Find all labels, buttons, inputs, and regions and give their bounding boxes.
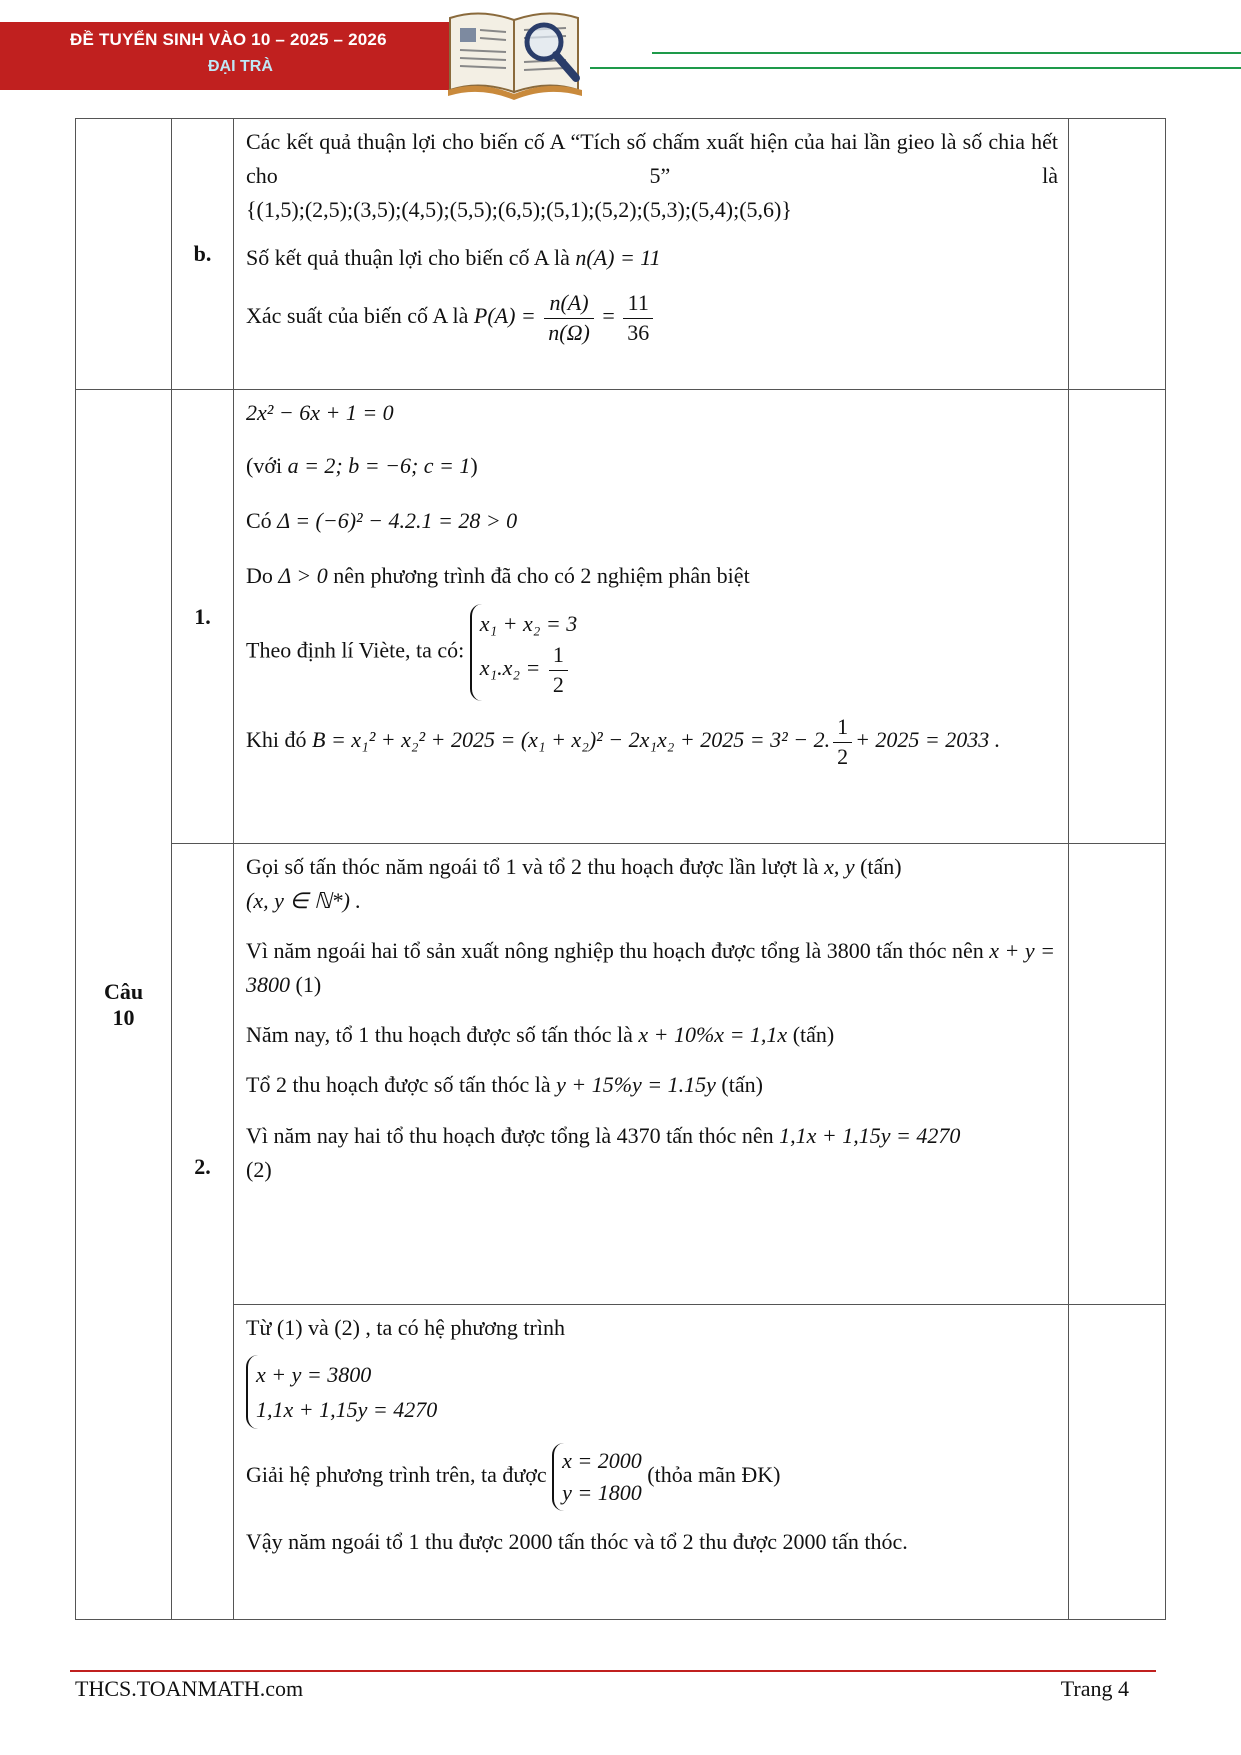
q2-p2-math: x + y = 3800 (246, 938, 1056, 998)
q1-do-pre: Do (246, 563, 273, 588)
label-b-text: b. (193, 241, 212, 266)
q2-p4-post: (tấn) (721, 1072, 763, 1098)
q2-p1-text: Gọi số tấn thóc năm ngoái tổ 1 và tổ 2 thu hoạch được lần lượt là (246, 854, 819, 879)
q1-viete (246, 604, 1058, 701)
row-q2 (76, 844, 1166, 1305)
q2-p5-text: Vì năm nay hai tổ thu hoạch được tổng là 4370 tấn thóc nên (246, 1122, 774, 1148)
q2b-solution-brace (552, 1443, 642, 1511)
q1-final-num: 1 (833, 713, 852, 743)
q1-viete-text: Theo định lí Viète, ta có: (246, 637, 465, 663)
label-2 (172, 844, 234, 1620)
label-1 (172, 390, 234, 844)
q1-viete-den: 2 (552, 671, 564, 697)
q1-coef-post: ) (470, 453, 478, 478)
q1-do-math: Δ > 0 (278, 563, 328, 588)
q2-p5-math: 1,1x + 1,15y = 4270 (779, 1122, 961, 1148)
q1-viete-2-lhs: x₁.x₂ = (479, 655, 541, 681)
solution-table (75, 118, 1166, 1620)
q2-p1-post: (tấn) (860, 854, 902, 879)
q2-p4 (246, 1068, 1058, 1102)
label-1-text: 1. (194, 603, 211, 629)
q2-p3 (246, 1018, 1058, 1052)
q2b-sys-2: 1,1x + 1,15y = 4270 (256, 1397, 438, 1423)
b-line-3-lhs: P(A) = (473, 303, 536, 329)
content-q2 (234, 844, 1069, 1305)
q1-viete-system (470, 604, 578, 701)
q1-final-den: 2 (837, 743, 849, 769)
header-title: ĐỀ TUYỂN SINH VÀO 10 – 2025 – 2026 (70, 30, 387, 49)
footer-page-number: Trang 4 (1060, 1676, 1129, 1701)
q2b-sys-1: x + y = 3800 (256, 1362, 372, 1388)
q2b-sol-2: y = 1800 (562, 1480, 642, 1506)
b-line-3-text: Xác suất của biến cố A là (246, 303, 469, 329)
q2-p5-tag: (2) (246, 1156, 272, 1182)
cell-empty (76, 119, 172, 390)
cell-score (1069, 390, 1166, 844)
b-frac-num: n(A) (544, 289, 594, 319)
b-line-1: Các kết quả thuận lợi cho biến cố A “Tích số chấm xuất hiện của hai lần gieo là số chia hết cho 5” là (246, 129, 1058, 189)
cell-score (1069, 1305, 1166, 1620)
q1-final-a: B = x₁² + x₂² + 2025 = (x₁ + x₂)² − 2x₁x₂ + 2025 = 3² − 2. (312, 727, 831, 753)
b-fraction-1 (544, 289, 594, 347)
label-2-text: 2. (194, 1154, 211, 1179)
q1-conclusion (246, 559, 1058, 592)
q2b-system-brace (246, 1355, 437, 1429)
q2-p1 (246, 850, 1058, 884)
row-q1 (76, 390, 1166, 844)
q2-p1-math: x, y (824, 854, 855, 879)
q1-coefficients (246, 449, 1058, 482)
header-line-top (652, 52, 1241, 54)
b-fraction-2 (623, 289, 653, 347)
q2-p3-text: Năm nay, tổ 1 thu hoạch được số tấn thóc là (246, 1022, 633, 1048)
q2-p2-tag: (1) (295, 972, 322, 998)
q1-do-text: nên phương trình đã cho có 2 nghiệm phân biệt (333, 563, 750, 588)
q1-coef-math: a = 2; b = −6; c = 1 (287, 453, 471, 478)
b-line-2-math: n(A) = 11 (575, 245, 661, 271)
b-set: {(1,5);(2,5);(3,5);(4,5);(5,5);(6,5);(5,1);(5,2);(5,3);(5,4);(5,6)} (246, 197, 792, 223)
q1-final-b: + 2025 = 2033 . (855, 727, 1001, 753)
q1-final-pre: Khi đó (246, 727, 307, 753)
q2b-p2-text: Giải hệ phương trình trên, ta được (246, 1462, 547, 1488)
q2b-p1: Từ (1) và (2) , ta có hệ phương trình (246, 1315, 565, 1340)
q1-delta-math: Δ = (−6)² − 4.2.1 = 28 > 0 (277, 508, 518, 533)
q1-equation: 2x² − 6x + 1 = 0 (246, 400, 394, 425)
b-frac2-num: 11 (623, 289, 653, 319)
row-b (76, 119, 1166, 390)
equals-sign: = (602, 303, 615, 329)
q2-p5 (246, 1119, 1058, 1187)
q1-delta-pre: Có (246, 508, 272, 533)
label-10: 10 (112, 1004, 135, 1030)
q2b-p3: Vậy năm ngoái tổ 1 thu được 2000 tấn thóc và tổ 2 thu được 2000 tấn thóc. (246, 1529, 908, 1555)
content-q1 (234, 390, 1069, 844)
q2-p3-post: (tấn) (792, 1022, 835, 1048)
header-subtitle: ĐẠI TRÀ (208, 58, 273, 75)
header-banner (0, 22, 470, 90)
book-magnifier-icon (440, 0, 590, 104)
q2-p4-math: y + 15%y = 1.15y (556, 1072, 716, 1098)
b-line-2 (246, 241, 1058, 275)
cell-score (1069, 844, 1166, 1305)
q1-final (246, 713, 1058, 771)
q1-viete-2 (480, 641, 578, 699)
cell-score (1069, 119, 1166, 390)
content-b (234, 119, 1069, 390)
q1-viete-num: 1 (549, 641, 568, 671)
footer-site[interactable]: THCS.TOANMATH.com (75, 1676, 304, 1701)
q1-viete-frac (549, 641, 568, 699)
row-q2b (76, 1305, 1166, 1620)
q2b-p2-post: (thỏa mãn ĐK) (647, 1462, 781, 1488)
b-line-2-text: Số kết quả thuận lợi cho biến cố A là (246, 245, 570, 271)
q2-p4-text: Tổ 2 thu hoạch được số tấn thóc là (246, 1072, 551, 1098)
q1-viete-1: x₁ + x₂ = 3 (479, 611, 578, 636)
footer-line (70, 1670, 1156, 1672)
content-q2b (234, 1305, 1069, 1620)
q2b-p2 (246, 1443, 1058, 1511)
q1-delta (246, 504, 1058, 537)
b-frac-den: n(Ω) (548, 319, 590, 345)
b-line-3 (246, 289, 1058, 347)
label-cau: Câu (103, 978, 144, 1004)
q2-p3-math: x + 10%x = 1,1x (638, 1022, 788, 1048)
q2-p2-text: Vì năm ngoái hai tổ sản xuất nông nghiệp thu hoạch được tổng là 3800 tấn thóc nên (246, 938, 984, 964)
q2b-system (246, 1355, 1058, 1429)
label-cau10 (76, 390, 172, 1620)
q1-final-frac (833, 713, 852, 771)
header-line-bottom (590, 67, 1241, 69)
q2-p2 (246, 934, 1058, 1002)
q2-condition: (x, y ∈ ℕ*) . (246, 888, 361, 914)
q2b-sol-1: x = 2000 (562, 1448, 642, 1474)
b-frac2-den: 36 (627, 319, 650, 345)
label-b (172, 119, 234, 390)
q1-coef-pre: (với (246, 453, 283, 478)
